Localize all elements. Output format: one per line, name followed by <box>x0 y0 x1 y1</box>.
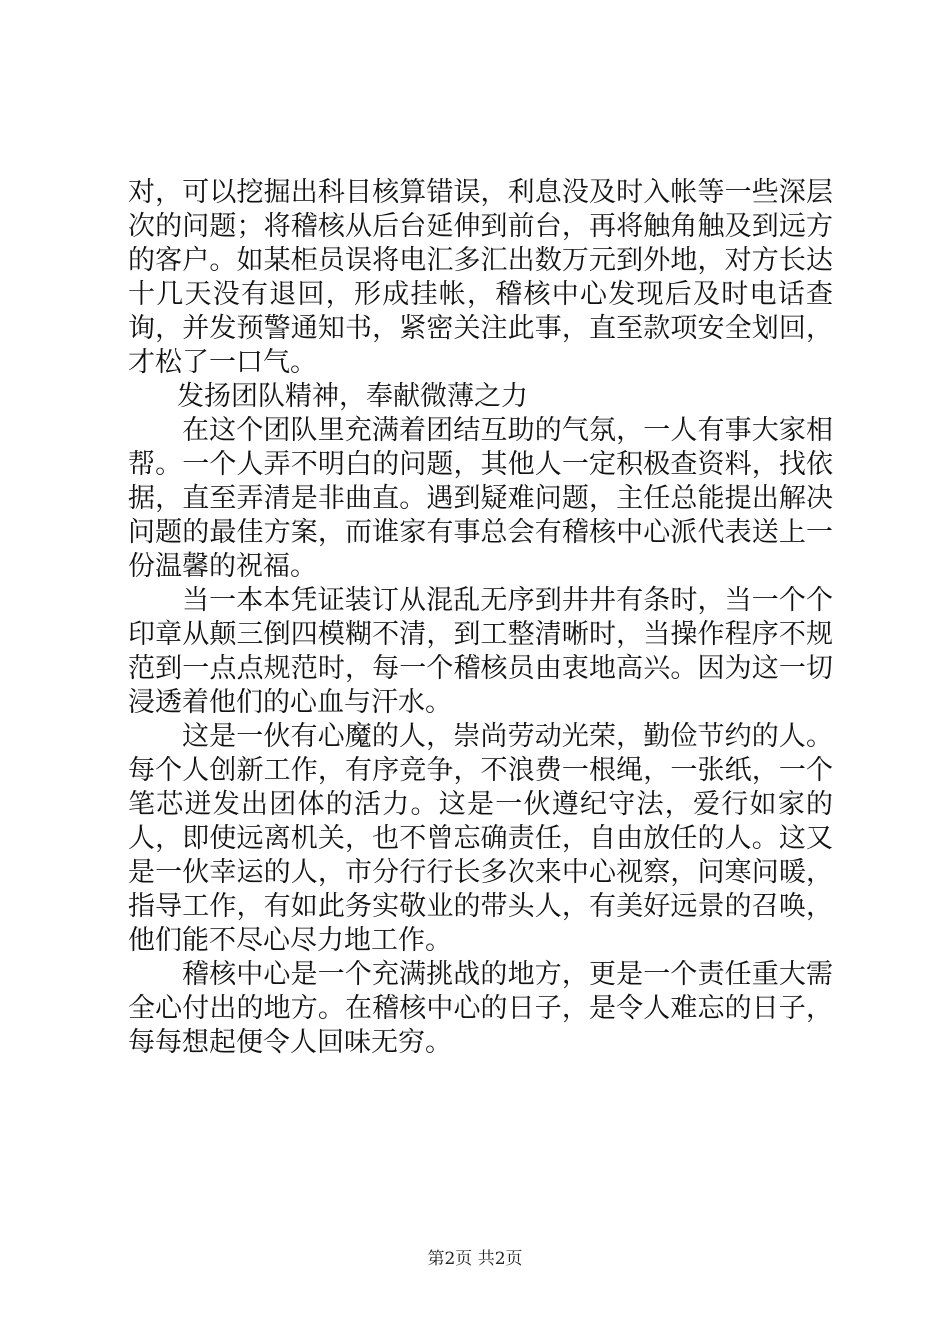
page-footer: 第2页 共2页 <box>427 1249 523 1269</box>
paragraph-vouchers: 当一本本凭证装订从混乱无序到井井有条时，当一个个印章从颠三倒四模糊不清，到工整清晰时，当操作程序不规范到一点点规范时，每一个稽核员由衷地高兴。因为这一切浸透着他们的心血与汗水。 <box>128 585 833 718</box>
document-body <box>128 176 833 1060</box>
paragraph-continuation: 对，可以挖掘出科目核算错误，利息没及时入帐等一些深层次的问题；将稽核从后台延伸到前台，再将触角触及到远方的客户。如某柜员误将电汇多汇出数万元到外地，对方长达十几天没有退回，形成挂帐，稽核中心发现后及时电话查询，并发预警通知书，紧密关注此事，直至款项安全划回，才松了一口气。 <box>128 177 833 378</box>
section-heading: 发扬团队精神，奉献微薄之力 <box>177 381 528 412</box>
paragraph-team-members: 这是一伙有心魔的人，崇尚劳动光荣，勤俭节约的人。每个人创新工作，有序竞争，不浪费一根绳，一张纸，一个笔芯迸发出团体的活力。这是一伙遵纪守法，爱行如家的人，即使远离机关，也不曾忘确责任，自由放任的人。这又是一伙幸运的人，市分行行长多次来中心视察，问寒问暖，指导工作，有如此务实敬业的带头人，有美好远景的召唤，他们能不尽心尽力地工作。 <box>128 721 833 956</box>
paragraph-conclusion: 稽核中心是一个充满挑战的地方，更是一个责任重大需全心付出的地方。在稽核中心的日子，是令人难忘的日子，每每想起便令人回味无穷。 <box>128 959 833 1058</box>
paragraph-team-spirit: 在这个团队里充满着团结互助的气氛，一人有事大家相帮。一个人弄不明白的问题，其他人一定积极查资料，找依据，直至弄清是非曲直。遇到疑难问题，主任总能提出解决问题的最佳方案，而谁家有事总会有稽核中心派代表送上一份温馨的祝福。 <box>128 415 833 582</box>
